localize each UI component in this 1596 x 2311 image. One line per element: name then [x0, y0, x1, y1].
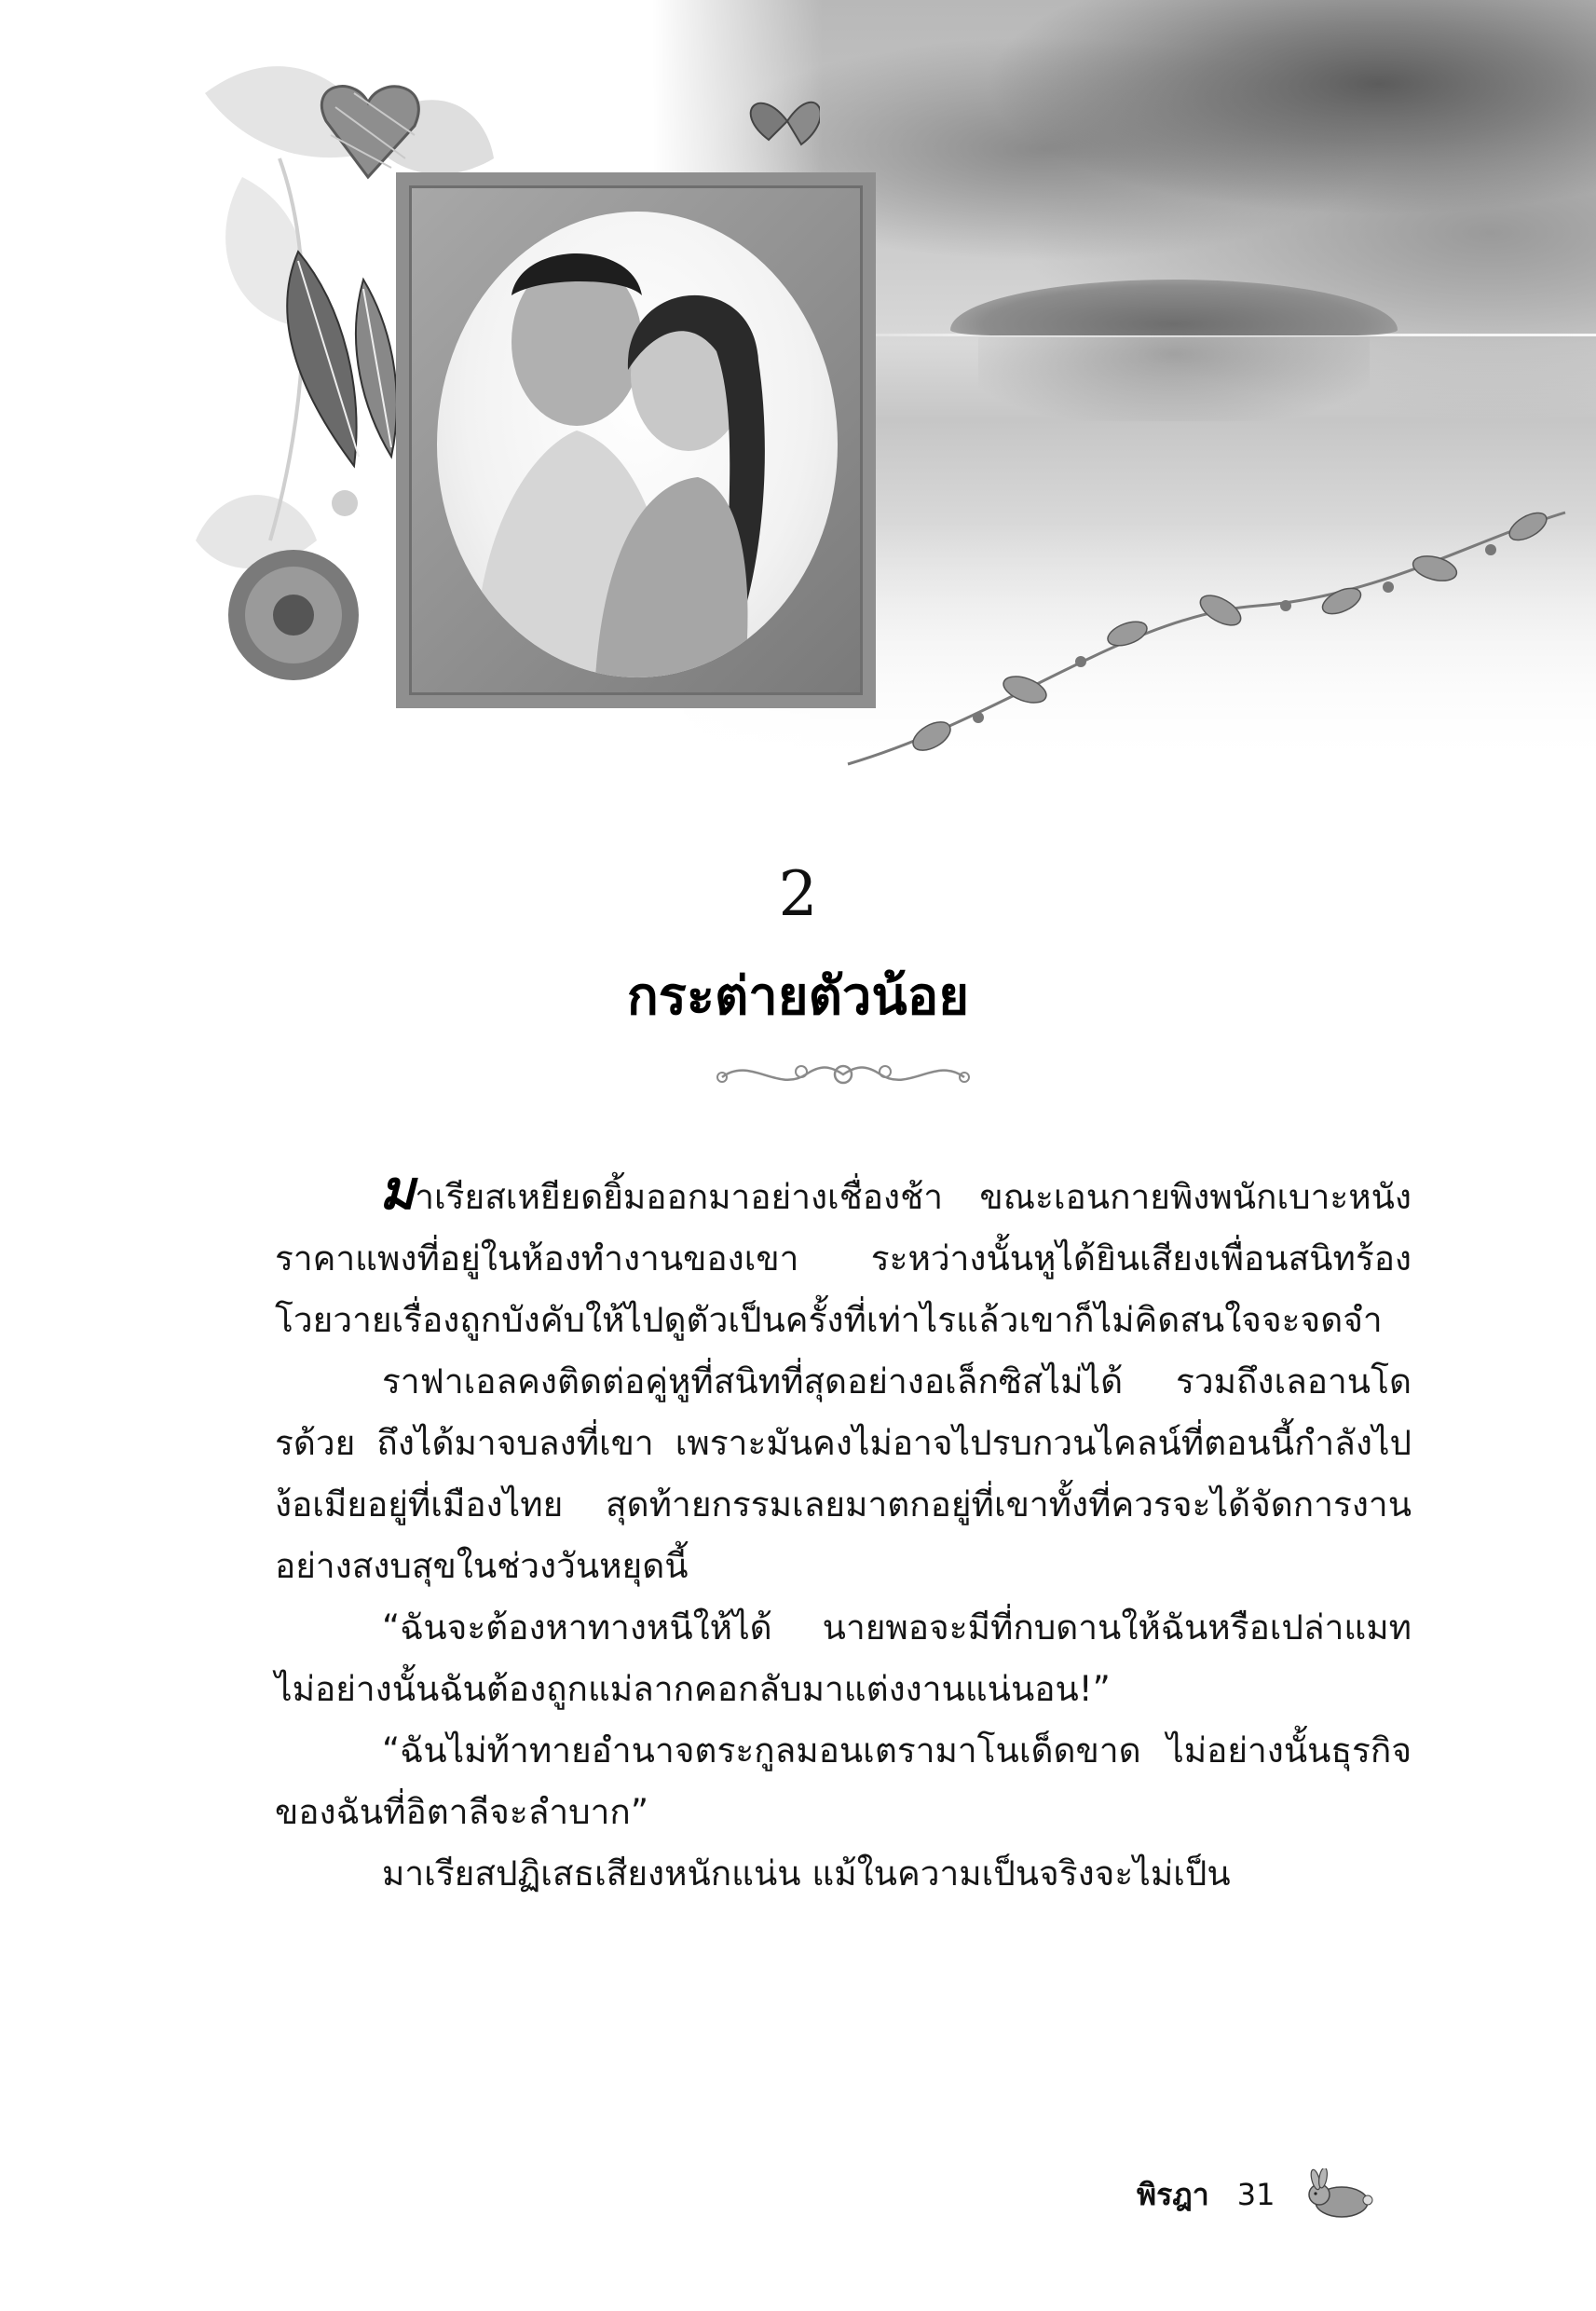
rabbit-icon [1303, 2168, 1377, 2221]
island-reflection [978, 337, 1370, 421]
paragraph: ราฟาเอลคงติดต่อคู่หูที่สนิทที่สุดอย่างอเล็กซิสไม่ได้ รวมถึงเลอานโดรด้วย ถึงได้มาจบลงที่เขา เพราะมันคงไม่อาจไปรบกวนไคลน์ที่ตอนนี้กำลังไปง้อเมียอยู่ที่เมืองไทย สุดท้ายกรรมเลยมาตกอยู่ที่เขาทั้งที่ควรจะได้จัดการงานอย่างสงบสุขในช่วงวันหยุดนี้ [275, 1361, 1412, 1586]
page-number: 31 [1236, 2177, 1275, 2212]
couple-portrait-image [437, 212, 838, 677]
vine-decoration [820, 485, 1593, 801]
couple-portrait-frame [396, 172, 876, 708]
paragraph [275, 1158, 1412, 1351]
chapter-illustration [0, 0, 1596, 801]
paragraph: “ฉันจะต้องหาทางหนีให้ได้ นายพอจะมีที่กบดานให้ฉันหรือเปล่าแมท ไม่อย่างนั้นฉันต้องถูกแม่ลากคอกลับมาแต่งงานแน่นอน!” [275, 1607, 1412, 1709]
paragraph: มาเรียสปฏิเสธเสียงหนักแน่น แม้ในความเป็นจริงจะไม่เป็น [382, 1853, 1231, 1894]
paragraph: “ฉันไม่ท้าทายอำนาจตระกูลมอนเตรามาโนเด็ดขาด ไม่อย่างนั้นธุรกิจของฉันที่อิตาลีจะลำบาก” [275, 1730, 1412, 1832]
dropcap-letter: ม [379, 1158, 416, 1222]
chapter-number: 2 [778, 858, 818, 930]
author-name: พิรฎา [1137, 2176, 1209, 2212]
chapter-title: กระต่ายตัวน้อย [626, 966, 970, 1027]
chapter-body [275, 1158, 1412, 1905]
paragraph-text: าเรียสเหยียดยิ้มออกมาอย่างเชื่องช้า ขณะเอนกายพิงพนักเบาะหนังราคาแพงที่อยู่ในห้องทำงานของเขา ระหว่างนั้นหูได้ยินเสียงเพื่อนสนิทร้องโวยวายเรื่องถูกบังคับให้ไปดูตัวเป็นครั้งที่เท่าไรแล้วเขาก็ไม่คิดสนใจจะจดจำ [275, 1177, 1412, 1340]
page-footer [1137, 2162, 1377, 2227]
ornament-divider [703, 1051, 983, 1098]
